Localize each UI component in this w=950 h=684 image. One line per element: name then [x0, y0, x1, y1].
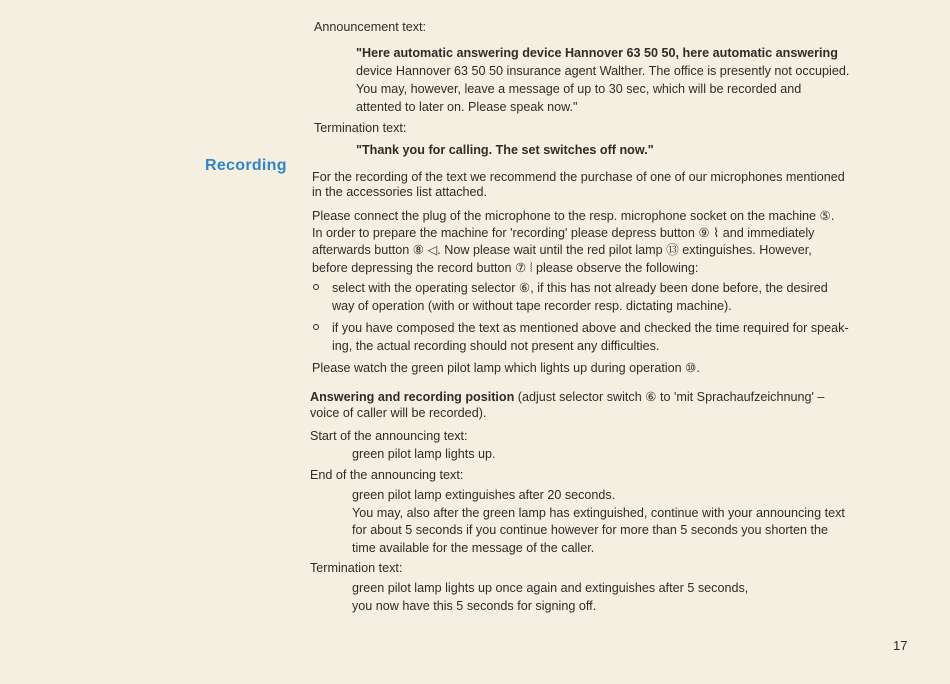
recording-paragraph-line: For the recording of the text we recommend the purchase of one of our microphones mentioned	[312, 170, 845, 184]
bullet-item-line: if you have composed the text as mentioned above and checked the time required for speak-	[332, 321, 849, 335]
answering-line: voice of caller will be recorded).	[310, 406, 487, 420]
start-text: green pilot lamp lights up.	[352, 447, 496, 461]
end-text-line: time available for the message of the caller.	[352, 541, 595, 555]
end-text-line: for about 5 seconds if you continue however for more than 5 seconds you shorten the	[352, 523, 829, 537]
recording-paragraph-line: afterwards button ⑧ ◁. Now please wait until the red pilot lamp ⑬ extinguishes. However,	[312, 243, 812, 257]
recording-paragraph-line: Please watch the green pilot lamp which lights up during operation ⑩.	[312, 361, 700, 375]
bullet-marker	[313, 284, 319, 290]
answering-heading-rest: (adjust selector switch ⑥ to 'mit Sprachaufzeichnung' –	[514, 390, 825, 404]
start-label: Start of the announcing text:	[310, 429, 468, 443]
page-number: 17	[893, 638, 908, 653]
end-text-line: green pilot lamp extinguishes after 20 seconds.	[352, 488, 616, 502]
recording-paragraph-line: Please connect the plug of the microphone to the resp. microphone socket on the machine ⑤.	[312, 209, 835, 223]
announcement-quote-line: attented to later on. Please speak now."	[356, 100, 578, 114]
end-label: End of the announcing text:	[310, 468, 464, 482]
bullet-marker	[313, 324, 319, 330]
recording-paragraph-line: In order to prepare the machine for 'recording' please depress button ⑨ ⌇ and immediately	[312, 226, 815, 240]
end-text-line: You may, also after the green lamp has extinguished, continue with your announcing text	[352, 506, 845, 520]
recording-paragraph-line: before depressing the record button ⑦ ⦚ please observe the following:	[312, 261, 699, 275]
announcement-quote-line: You may, however, leave a message of up to 30 sec, which will be recorded and	[356, 82, 802, 96]
termination-label: Termination text:	[314, 121, 407, 135]
bullet-item-line: way of operation (with or without tape recorder resp. dictating machine).	[332, 299, 732, 313]
announcement-quote-line: "Here automatic answering device Hannover 63 50 50, here automatic answering	[356, 46, 838, 60]
termination-text-line: you now have this 5 seconds for signing off.	[352, 599, 597, 613]
bullet-item-line: ing, the actual recording should not present any difficulties.	[332, 339, 660, 353]
recording-paragraph-line: in the accessories list attached.	[312, 185, 488, 199]
announcement-quote-line: device Hannover 63 50 50 insurance agent Walther. The office is presently not occupied.	[356, 64, 850, 78]
termination-text-line: green pilot lamp lights up once again and extinguishes after 5 seconds,	[352, 581, 749, 595]
section-heading-recording: Recording	[205, 157, 287, 174]
answering-heading: Answering and recording position	[310, 390, 515, 404]
termination-label-2: Termination text:	[310, 561, 403, 575]
bullet-item-line: select with the operating selector ⑥, if this has not already been done before, the desired	[332, 281, 828, 295]
termination-quote: "Thank you for calling. The set switches off now."	[356, 143, 654, 157]
answering-heading-line	[310, 389, 824, 406]
announcement-label: Announcement text:	[314, 20, 427, 34]
